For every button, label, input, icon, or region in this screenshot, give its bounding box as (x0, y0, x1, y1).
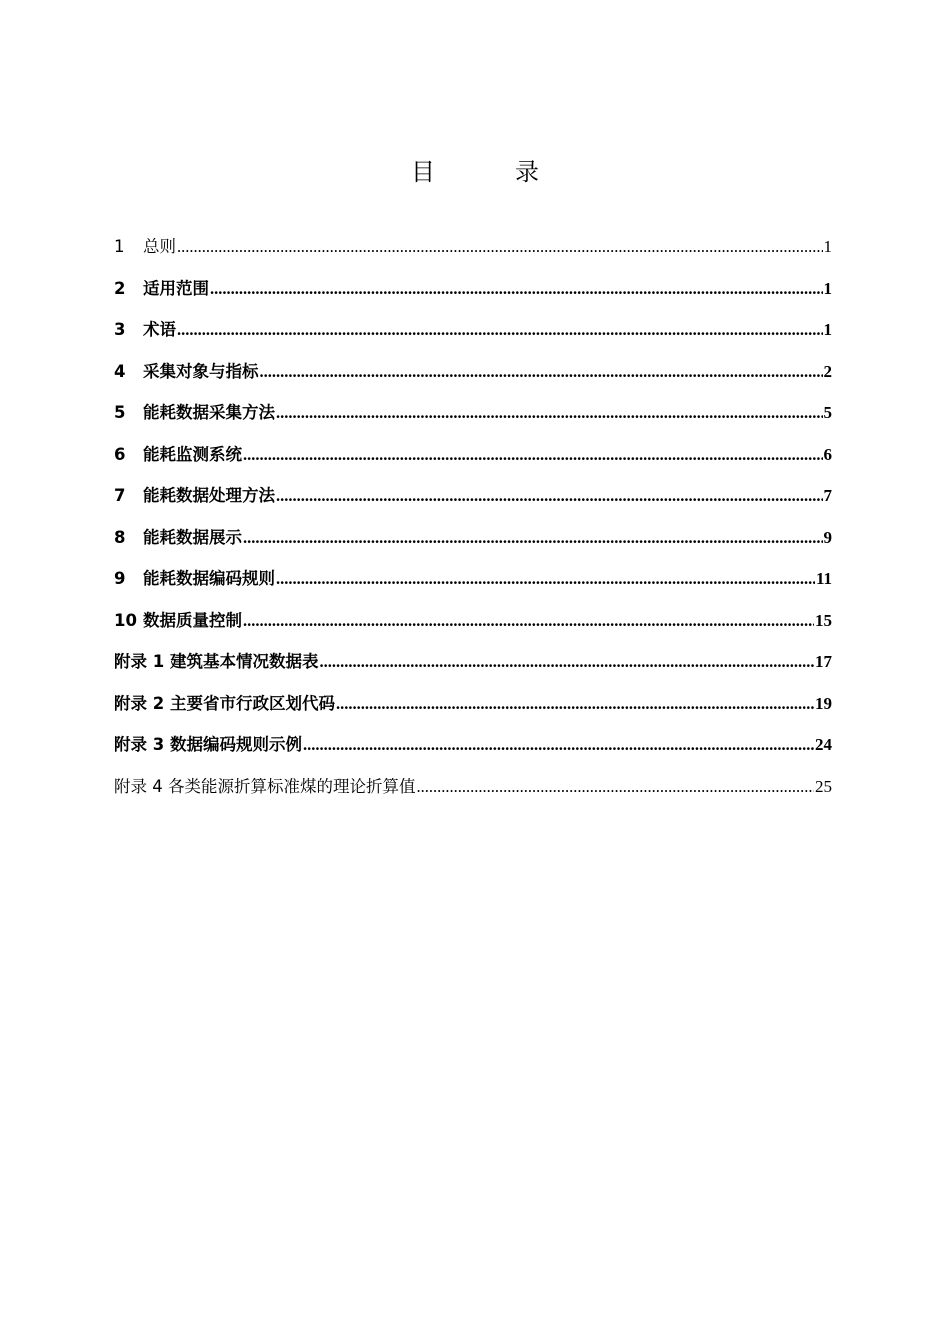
toc-dot-leader (319, 645, 814, 679)
toc-entry-1[interactable] (114, 230, 832, 272)
toc-entry-number: 1 (114, 237, 125, 256)
toc-entry-label (114, 438, 242, 472)
toc-entry-number: 附录 3 (114, 735, 165, 754)
toc-entry-title: 能耗数据展示 (143, 527, 242, 547)
toc-entry-page: 2 (823, 361, 832, 381)
toc-entry-number: 4 (114, 361, 126, 381)
toc-dot-leader (260, 355, 823, 389)
toc-entry-number: 5 (114, 403, 126, 422)
toc-entry-page: 17 (815, 652, 832, 671)
toc-dot-leader (243, 438, 823, 472)
toc-dot-leader (243, 604, 814, 638)
toc-dot-leader (210, 272, 823, 306)
toc-entry-title: 各类能源折算标准煤的理论折算值 (168, 776, 416, 796)
toc-entry-page: 5 (823, 403, 832, 422)
toc-entry-page: 19 (815, 693, 832, 713)
toc-entry-title: 能耗监测系统 (143, 444, 242, 464)
toc-entry-label (114, 604, 242, 638)
toc-entry-appendix-2[interactable] (114, 687, 832, 729)
toc-dot-leader (276, 479, 823, 513)
toc-entry-number: 8 (114, 527, 126, 547)
toc-entry-label (114, 230, 176, 264)
toc-entry-label (114, 770, 416, 804)
toc-dot-leader (336, 687, 814, 721)
toc-dot-leader (243, 521, 823, 555)
toc-entry-page: 7 (823, 486, 832, 505)
toc-entry-label (114, 521, 242, 555)
toc-entry-label (114, 479, 275, 513)
toc-entry-6[interactable] (114, 438, 832, 480)
toc-entry-label (114, 272, 209, 306)
toc-entry-number: 3 (114, 320, 126, 339)
toc-entry-page: 6 (823, 444, 832, 464)
toc-entry-page: 24 (815, 735, 832, 754)
toc-entry-page: 9 (823, 527, 832, 547)
toc-entry-label (114, 396, 275, 430)
toc-entry-number: 7 (114, 486, 126, 505)
toc-entry-number: 附录 4 (114, 776, 163, 796)
toc-entry-label (114, 645, 318, 679)
toc-entry-appendix-4[interactable] (114, 770, 832, 812)
toc-entry-title: 数据编码规则示例 (169, 735, 302, 754)
toc-entry-title: 适用范围 (143, 278, 209, 298)
toc-entry-number: 6 (114, 444, 126, 464)
toc-entry-title: 采集对象与指标 (143, 361, 259, 381)
toc-entry-label (114, 687, 335, 721)
toc-entry-7[interactable] (114, 479, 832, 521)
toc-entry-title: 能耗数据采集方法 (143, 403, 275, 422)
toc-entry-page: 15 (815, 610, 832, 630)
table-of-contents (114, 230, 832, 811)
toc-entry-page: 25 (815, 776, 832, 796)
toc-entry-number: 9 (114, 569, 126, 588)
toc-entry-label (114, 355, 259, 389)
toc-entry-appendix-3[interactable] (114, 728, 832, 770)
toc-entry-9[interactable] (114, 562, 832, 604)
toc-entry-appendix-1[interactable] (114, 645, 832, 687)
toc-entry-5[interactable] (114, 396, 832, 438)
toc-entry-number: 附录 1 (114, 652, 165, 671)
toc-entry-label (114, 562, 275, 596)
toc-entry-page: 1 (823, 320, 832, 339)
toc-dot-leader (276, 562, 815, 596)
toc-dot-leader (177, 230, 823, 264)
toc-entry-2[interactable] (114, 272, 832, 314)
toc-dot-leader (276, 396, 823, 430)
toc-entry-page: 1 (823, 278, 832, 298)
toc-entry-3[interactable] (114, 313, 832, 355)
toc-dot-leader (417, 770, 815, 804)
toc-dot-leader (177, 313, 823, 347)
toc-entry-title: 总则 (143, 237, 176, 256)
toc-entry-number: 10 (114, 610, 137, 630)
toc-entry-8[interactable] (114, 521, 832, 563)
toc-entry-10[interactable] (114, 604, 832, 646)
toc-dot-leader (303, 728, 814, 762)
toc-entry-4[interactable] (114, 355, 832, 397)
toc-entry-title: 数据质量控制 (143, 610, 242, 630)
toc-entry-page: 11 (815, 569, 832, 588)
toc-entry-page: 1 (823, 237, 832, 256)
page-title: 目 录 (411, 158, 567, 186)
toc-entry-title: 主要省市行政区划代码 (169, 693, 335, 713)
toc-entry-title: 建筑基本情况数据表 (169, 652, 319, 671)
toc-entry-title: 术语 (143, 320, 176, 339)
toc-entry-title: 能耗数据处理方法 (143, 486, 275, 505)
toc-entry-label (114, 728, 302, 762)
toc-entry-number: 2 (114, 278, 126, 298)
toc-entry-label (114, 313, 176, 347)
toc-entry-number: 附录 2 (114, 693, 165, 713)
toc-entry-title: 能耗数据编码规则 (143, 569, 275, 588)
